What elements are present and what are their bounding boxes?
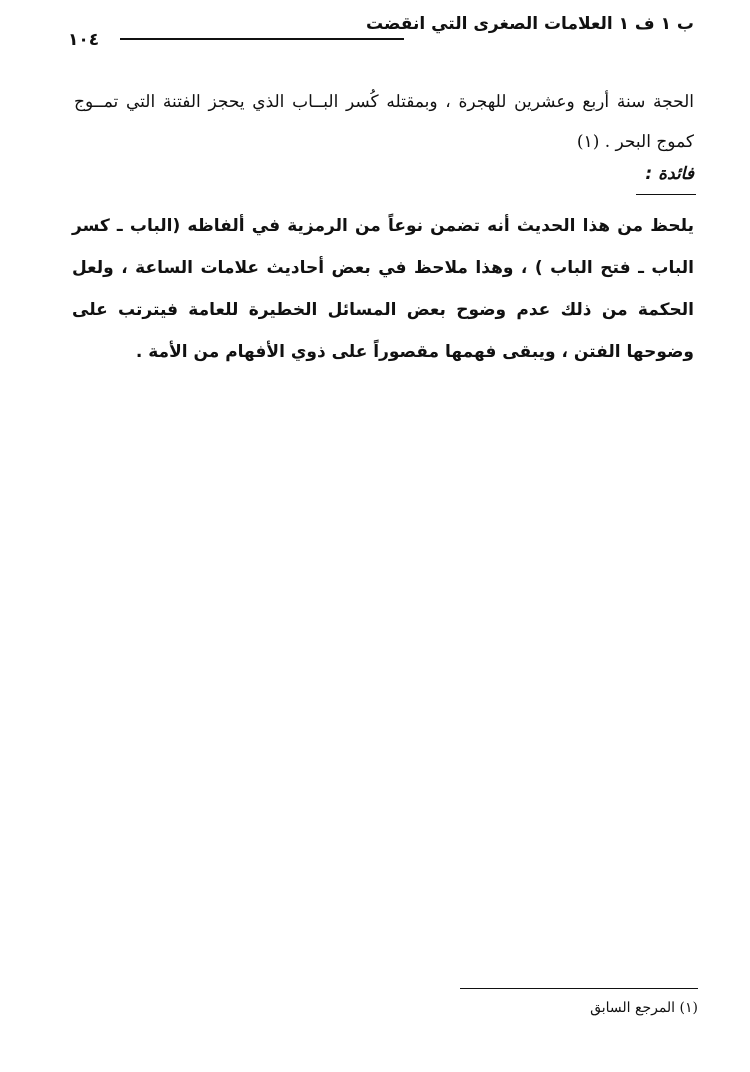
faida-paragraph: يلحظ من هذا الحديث أنه تضمن نوعاً من الرمزية في ألفاظه (الباب ـ كسر الباب ـ فتح الباب ) ، وهذا ملاحظ في بعض أحاديث علامات الساعة ، ولعل الحكمة من ذلك عدم وضوح بعض المسائل الخطيرة للعامة فيترتب على وضوحها الفتن ، ويبقى فهمها مقصوراً على ذوي الأفهام من الأمة . bbox=[72, 216, 694, 362]
header-title: ب ١ ف ١ العلامات الصغرى التي انقضت bbox=[365, 14, 694, 34]
faida-heading: فائدة : bbox=[645, 164, 694, 184]
footnote: (١) المرجع السابق bbox=[590, 1000, 698, 1016]
running-header bbox=[68, 14, 694, 50]
faida-underline bbox=[636, 194, 696, 195]
page-number: ١٠٤ bbox=[68, 30, 100, 50]
footnote-separator bbox=[460, 988, 698, 989]
header-rule bbox=[120, 38, 404, 40]
continuation-paragraph: الحجة سنة أربع وعشرين للهجرة ، وبمقتله كُسر البــاب الذي يحجز الفتنة التي تمــوج كموج البحر . (١) bbox=[74, 92, 694, 152]
